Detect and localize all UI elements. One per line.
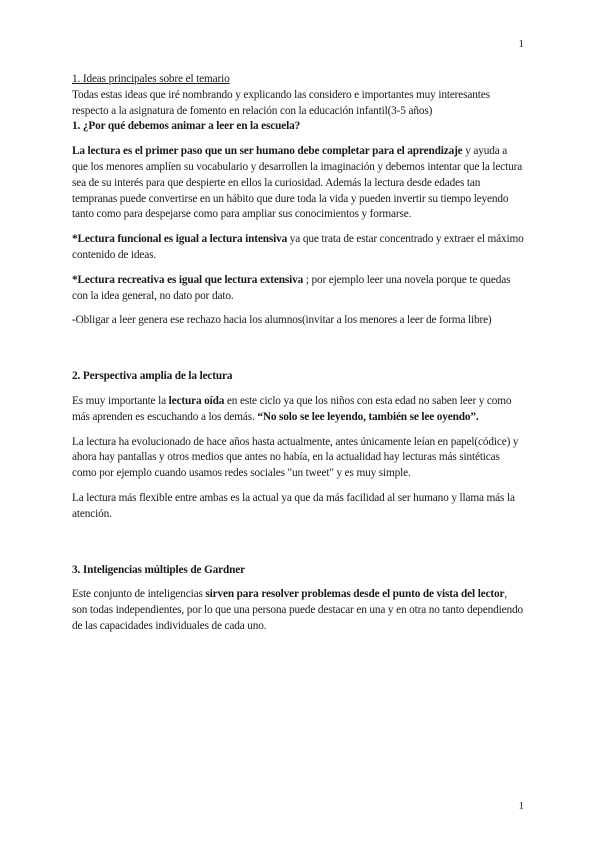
q1-paragraph-2: [72, 232, 524, 264]
q2-p1-quote: “No solo se lee leyendo, también se lee oyendo”.: [257, 410, 479, 423]
q1-p2-bold: *Lectura funcional es igual a lectura intensiva: [72, 233, 288, 246]
intro-paragraph: Todas estas ideas que iré nombrando y explicando las considero e importantes muy interesantes respecto a la asignatura de fomento en relación con la educación infantil(3-5 años): [72, 88, 490, 117]
q3-p1-bold: sirven para resolver problemas desde el punto de vista del lector: [205, 588, 505, 601]
heading-q3: 3. Inteligencias múltiples de Gardner: [72, 563, 245, 576]
q2-p1-text-b: en este ciclo ya que los niños con esta edad no saben leer y como más aprenden es escuchando a los demás.: [72, 394, 512, 423]
section-title: 1. Ideas principales sobre el temario: [72, 73, 230, 85]
document-body: [72, 72, 524, 635]
q1-p2-text: ya que trata de estar concentrado y extraer el máximo contenido de ideas.: [72, 233, 524, 261]
q3-p1-text-a: Este conjunto de inteligencias: [72, 588, 206, 601]
q3-p1-text-b: , son todas independientes, por lo que una persona puede destacar en una y en otra no tanto dependiendo de las capacidades individuales de cada uno.: [72, 588, 524, 632]
q1-p1-bold: La lectura es el primer paso que un ser humano debe completar para el aprendizaje: [72, 145, 463, 158]
q2-paragraph-3: La lectura más flexible entre ambas es la actual ya que da más facilidad al ser humano y llama más la atención.: [72, 491, 515, 520]
q1-p1-text: y ayuda a que los menores amplíen su vocabulario y desarrollen la imaginación y debemos intentar que la lectura sea de su interés para que despierte en ellos la curiosidad. Además la lectura desde edades tan tempranas puede convertirse en un hábito que dure toda la vida y pueden invertir su tiempo leyendo tanto como para despejarse como para ampliar sus conocimientos y formarse.: [72, 145, 523, 221]
heading-q2: 2. Perspectiva amplia de la lectura: [72, 370, 233, 383]
page-number-footer: 1: [518, 800, 524, 812]
q1-paragraph-3: [72, 273, 524, 305]
q1-p3-bold: *Lectura recreativa es igual que lectura extensiva: [72, 273, 304, 286]
q1-paragraph-4: -Obligar a leer genera ese rechazo hacia los alumnos(invitar a los menores a leer de forma libre): [72, 314, 492, 327]
q1-p3-text: ; por ejemplo leer una novela porque te quedas con la idea general, no dato por dato.: [72, 273, 511, 302]
q1-paragraph-1: [72, 144, 524, 223]
q3-paragraph-1: [72, 587, 524, 634]
q2-paragraph-2: La lectura ha evolucionado de hace años hasta actualmente, antes únicamente leían en papel(códice) y ahora hay pantallas y otros medios que antes no había, en la actualidad hay lecturas más sintéticas como por ejemplo cuando usamos redes sociales "un tweet" y es muy simple.: [72, 435, 519, 480]
heading-q1: 1. ¿Por qué debemos animar a leer en la escuela?: [72, 120, 301, 133]
q2-p1-bold: lectura oída: [168, 394, 225, 407]
q2-paragraph-1: [72, 394, 524, 426]
q2-p1-text-a: Es muy importante la: [72, 394, 169, 407]
page-number-header: 1: [518, 38, 524, 50]
